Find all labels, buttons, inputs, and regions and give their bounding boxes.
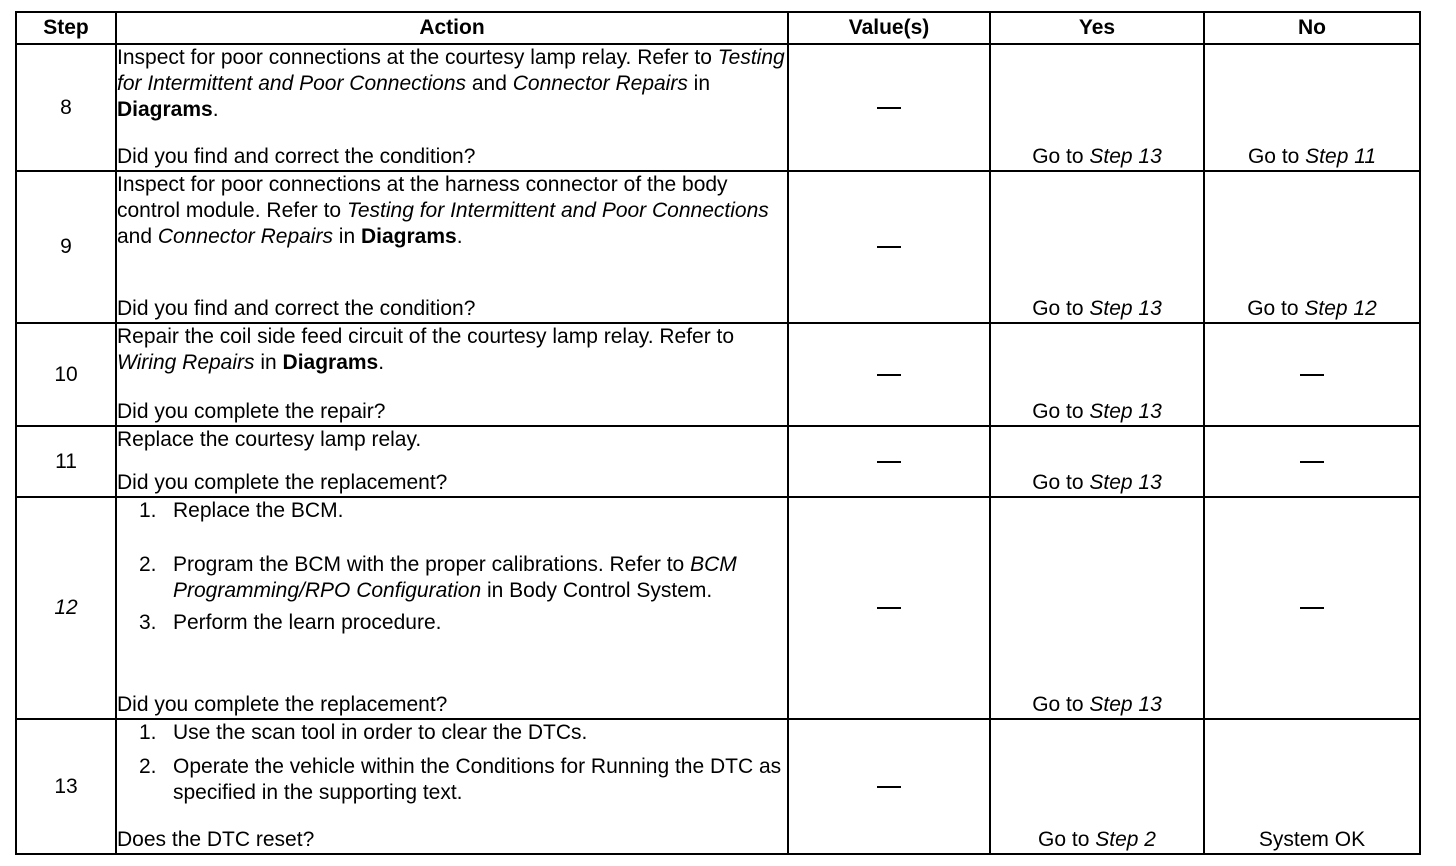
goto-step-link[interactable]: Step 2 [1095,828,1156,851]
yes-cell: Go to Step 2 [990,719,1204,854]
value-cell [788,719,990,854]
action-question: Did you find and correct the condition? [117,297,476,320]
value-cell [788,44,990,171]
step-number: 8 [16,44,116,171]
header-yes: Yes [990,12,1204,44]
step-row-10 [16,323,1420,426]
doc-section: Diagrams [117,98,213,121]
header-step: Step [16,12,116,44]
yes-cell: Go to Step 13 [990,323,1204,426]
dash-mark [1300,607,1324,609]
procedure-item: 1. Replace the BCM. [139,499,344,522]
doc-reference: Testing for Intermittent and Poor Connections [117,46,785,95]
diagnostic-table [15,11,1421,855]
dash-mark [877,786,901,788]
goto-step-link[interactable]: Step 13 [1089,693,1162,716]
header-values: Value(s) [788,12,990,44]
action-cell [116,323,788,426]
header-row [16,12,1420,44]
yes-cell: Go to Step 13 [990,44,1204,171]
doc-section: Diagrams [360,225,457,248]
action-cell [116,426,788,497]
step-number: 10 [16,323,116,426]
step-row-11 [16,426,1420,497]
dash-mark [1300,461,1324,463]
doc-section: Diagrams [282,351,379,374]
procedure-item: 3. Perform the learn procedure. [139,611,442,634]
step-number: 11 [16,426,116,497]
step-number: 12 [16,497,116,719]
dash-mark [877,107,901,109]
dash-mark [877,246,901,248]
step-row-12 [16,497,1420,719]
no-cell: Go to Step 12 [1204,171,1420,323]
dash-mark [877,607,901,609]
goto-step-link[interactable]: Step 13 [1089,471,1162,494]
action-question: Did you complete the replacement? [117,693,448,716]
action-question: Did you complete the replacement? [117,471,448,494]
goto-step-link[interactable]: Step 13 [1089,145,1162,168]
header-action: Action [116,12,788,44]
procedure-list [117,720,787,806]
doc-reference: Connector Repairs [512,72,688,95]
action-question: Does the DTC reset? [117,828,315,851]
value-cell [788,171,990,323]
goto-step-link[interactable]: Step 13 [1089,400,1162,423]
goto-step-link[interactable]: Step 12 [1304,297,1377,320]
procedure-item: 1. Use the scan tool in order to clear the DTCs. [139,721,588,744]
action-cell [116,44,788,171]
step-row-8 [16,44,1420,171]
action-question: Did you complete the repair? [117,400,386,423]
header-no: No [1204,12,1420,44]
no-cell [1204,426,1420,497]
action-cell [116,497,788,719]
action-instruction: Inspect for poor connections at the harness connector of the body control module. Refer to Testing for Intermittent and Poor Connections and Connector Repairs in Diagrams. [117,173,769,248]
value-cell [788,497,990,719]
yes-cell: Go to Step 13 [990,426,1204,497]
doc-reference: BCM Programming/RPO Configuration [173,553,737,602]
action-cell [116,719,788,854]
goto-step-link[interactable]: Step 11 [1305,145,1377,168]
step-row-9 [16,171,1420,323]
procedure-item: 2. Program the BCM with the proper calibrations. Refer to BCM Programming/RPO Configuration in Body Control System. [139,553,737,602]
value-cell [788,426,990,497]
doc-reference: Testing for Intermittent and Poor Connections [346,199,769,222]
action-cell [116,171,788,323]
goto-step-link[interactable]: Step 13 [1089,297,1162,320]
dash-mark [877,374,901,376]
action-question: Did you find and correct the condition? [117,145,476,168]
step-row-13 [16,719,1420,854]
no-cell [1204,323,1420,426]
yes-cell: Go to Step 13 [990,497,1204,719]
action-instruction: Inspect for poor connections at the courtesy lamp relay. Refer to Testing for Intermittent and Poor Connections and Connector Repairs in Diagrams. [117,46,785,121]
procedure-list [117,498,787,636]
value-cell [788,323,990,426]
step-number: 13 [16,719,116,854]
yes-cell: Go to Step 13 [990,171,1204,323]
no-cell: System OK [1204,719,1420,854]
dash-mark [1300,374,1324,376]
action-instruction: Repair the coil side feed circuit of the courtesy lamp relay. Refer to Wiring Repairs in Diagrams. [117,325,735,374]
doc-reference: Wiring Repairs [117,351,255,374]
dash-mark [877,461,901,463]
no-cell: Go to Step 11 [1204,44,1420,171]
no-cell [1204,497,1420,719]
step-number: 9 [16,171,116,323]
procedure-item: 2. Operate the vehicle within the Conditions for Running the DTC as specified in the supporting text. [139,755,782,804]
action-instruction: Replace the courtesy lamp relay. [117,428,422,451]
doc-reference: Connector Repairs [157,225,333,248]
